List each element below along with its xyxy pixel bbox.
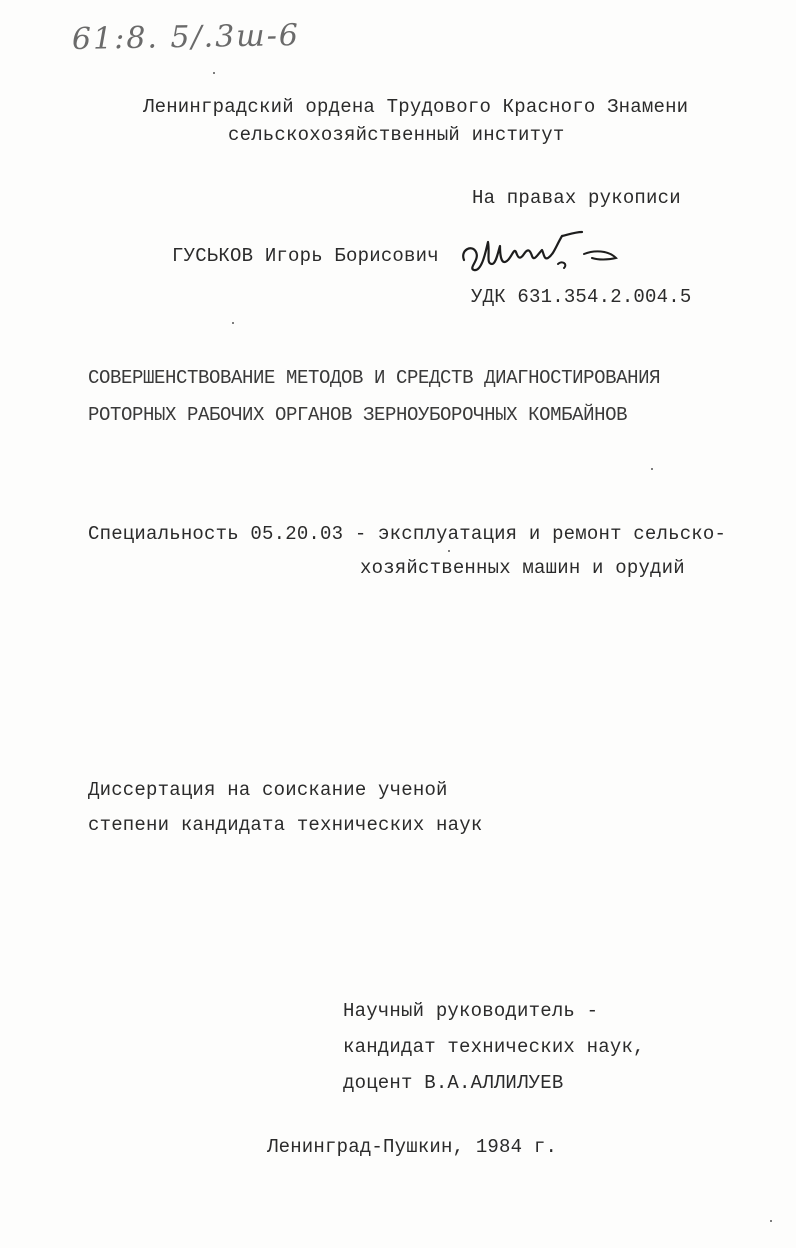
manuscript-rights-note: На правах рукописи xyxy=(472,187,681,209)
supervisor-line-3: доцент В.А.АЛЛИЛУЕВ xyxy=(343,1072,564,1094)
specialty-line-2: хозяйственных машин и орудий xyxy=(360,557,685,579)
place-and-year: Ленинград-Пушкин, 1984 г. xyxy=(267,1136,558,1158)
specialty-line-1: Специальность 05.20.03 - эксплуатация и ремонт сельско- xyxy=(88,523,727,545)
paper-speck xyxy=(232,322,234,324)
supervisor-line-2: кандидат технических наук, xyxy=(343,1036,645,1058)
degree-statement-line-2: степени кандидата технических наук xyxy=(88,814,483,836)
dissertation-title-line-2: РОТОРНЫХ РАБОЧИХ ОРГАНОВ ЗЕРНОУБОРОЧНЫХ КОМБАЙНОВ xyxy=(88,404,628,426)
dissertation-title-line-1: СОВЕРШЕНСТВОВАНИЕ МЕТОДОВ И СРЕДСТВ ДИАГНОСТИРОВАНИЯ xyxy=(88,367,661,389)
institution-line-1: Ленинградский ордена Трудового Красного Знамени xyxy=(143,96,689,118)
paper-speck xyxy=(651,468,653,470)
author-name: ГУСЬКОВ Игорь Борисович xyxy=(172,245,439,267)
paper-speck xyxy=(448,550,450,552)
archive-handwritten-mark: 61:8. 5/.3ш-6 xyxy=(71,18,301,57)
udc-code: УДК 631.354.2.004.5 xyxy=(471,286,692,308)
degree-statement-line-1: Диссертация на соискание ученой xyxy=(88,779,448,801)
paper-speck xyxy=(770,1220,772,1222)
signature-icon xyxy=(458,224,623,280)
paper-speck xyxy=(213,72,215,74)
institution-line-2: сельскохозяйственный институт xyxy=(228,124,565,146)
supervisor-line-1: Научный руководитель - xyxy=(343,1000,599,1022)
